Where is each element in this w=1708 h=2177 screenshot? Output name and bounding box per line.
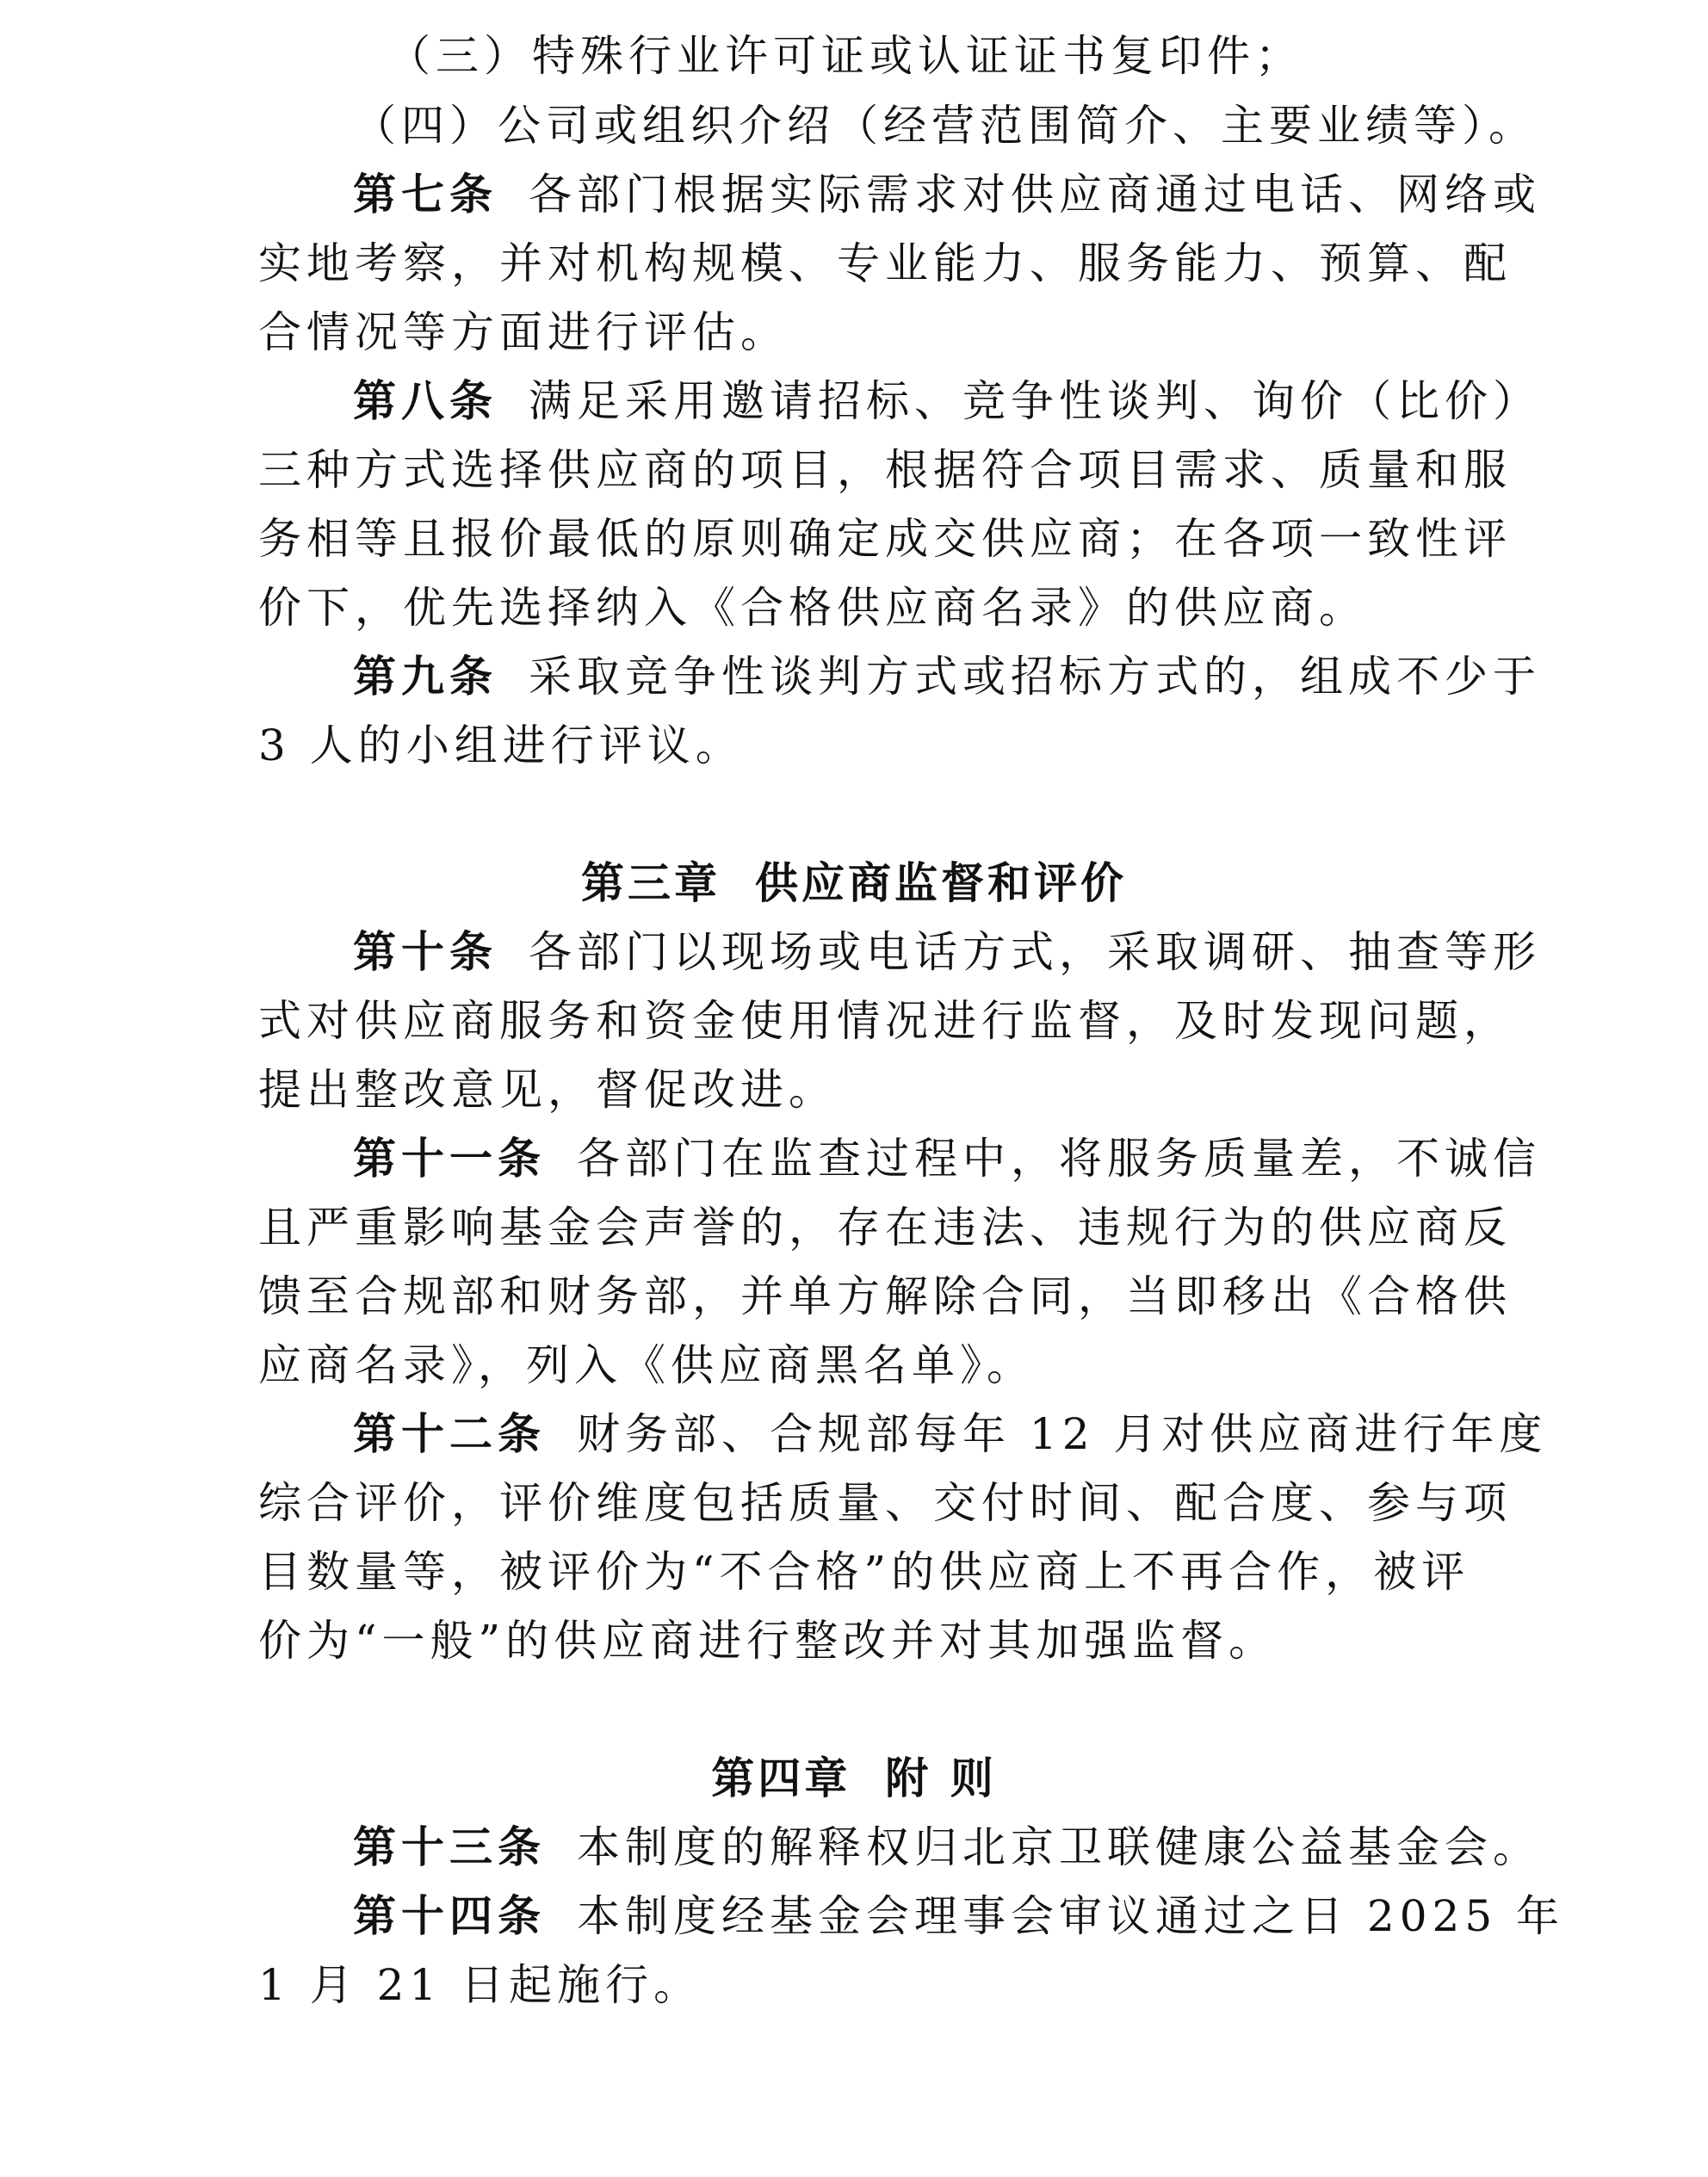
article-14-label: 第十四条 bbox=[353, 1890, 546, 1941]
article-11-text-1: 各部门在监查过程中，将服务质量差，不诚信 bbox=[577, 1134, 1541, 1184]
article-8-line-4: 价下，优先选择纳入《合格供应商名录》的供应商。 bbox=[258, 583, 1367, 633]
article-12-line-1 bbox=[353, 1400, 1558, 1469]
article-7-label: 第七条 bbox=[353, 169, 498, 220]
list-item-3: （三）特殊行业许可证或认证证书复印件； bbox=[387, 31, 1303, 81]
article-10-line-2: 式对供应商服务和资金使用情况进行监督，及时发现问题， bbox=[258, 996, 1512, 1046]
list-item-4: （四）公司或组织介绍（经营范围简介、主要业绩等）。 bbox=[353, 101, 1537, 151]
article-8-line-1 bbox=[353, 367, 1558, 436]
article-7-line-1 bbox=[353, 160, 1541, 229]
article-12-line-2: 综合评价，评价维度包括质量、交付时间、配合度、参与项 bbox=[258, 1478, 1512, 1528]
article-13-text-1: 本制度的解释权归北京卫联健康公益基金会。 bbox=[577, 1822, 1541, 1872]
article-7-text-1: 各部门根据实际需求对供应商通过电话、网络或 bbox=[529, 170, 1541, 220]
article-12-line-4: 价为“一般”的供应商进行整改并对其加强监督。 bbox=[258, 1616, 1278, 1666]
article-11-line-4: 应商名录》，列入《供应商黑名单》。 bbox=[258, 1340, 1035, 1390]
article-7-line-2: 实地考察，并对机构规模、专业能力、服务能力、预算、配 bbox=[258, 238, 1512, 288]
article-9-line-1 bbox=[353, 642, 1558, 711]
article-11-line-2: 且严重影响基金会声誉的，存在违法、违规行为的供应商反 bbox=[258, 1203, 1512, 1252]
chapter-4-heading bbox=[0, 1744, 1708, 1813]
article-11-label: 第十一条 bbox=[353, 1133, 546, 1184]
chapter-3-number: 第三章 bbox=[581, 857, 721, 908]
article-10-line-3: 提出整改意见，督促改进。 bbox=[258, 1065, 837, 1115]
chapter-3-heading bbox=[0, 849, 1708, 918]
chapter-4-number: 第四章 bbox=[711, 1753, 851, 1803]
article-7-line-3: 合情况等方面进行评估。 bbox=[258, 307, 789, 357]
article-10-line-1 bbox=[353, 918, 1558, 986]
article-9-line-2: 3 人的小组进行评议。 bbox=[258, 721, 744, 770]
article-14-line-2: 1 月 21 日起施行。 bbox=[258, 1960, 702, 2010]
article-9-text-1: 采取竞争性谈判方式或招标方式的，组成不少于 bbox=[529, 652, 1541, 702]
article-11-line-3: 馈至合规部和财务部，并单方解除合同，当即移出《合格供 bbox=[258, 1271, 1512, 1321]
article-8-label: 第八条 bbox=[353, 375, 498, 426]
article-13-label: 第十三条 bbox=[353, 1821, 546, 1872]
article-12-label: 第十二条 bbox=[353, 1408, 546, 1459]
article-11-line-1 bbox=[353, 1124, 1558, 1193]
article-10-label: 第十条 bbox=[353, 926, 498, 977]
article-9-label: 第九条 bbox=[353, 651, 498, 702]
article-8-line-3: 务相等且报价最低的原则确定成交供应商；在各项一致性评 bbox=[258, 514, 1512, 564]
article-10-text-1: 各部门以现场或电话方式，采取调研、抽查等形 bbox=[529, 927, 1541, 977]
chapter-3-title: 供应商监督和评价 bbox=[755, 857, 1127, 908]
article-12-text-1: 财务部、合规部每年 12 月对供应商进行年度 bbox=[577, 1409, 1548, 1459]
article-14-text-1: 本制度经基金会理事会审议通过之日 2025 年 bbox=[577, 1891, 1565, 1941]
article-12-line-3: 目数量等，被评价为“不合格”的供应商上不再合作，被评 bbox=[258, 1547, 1470, 1597]
article-14-line-1 bbox=[353, 1882, 1565, 1951]
article-13-line-1 bbox=[353, 1813, 1558, 1882]
article-8-text-1: 满足采用邀请招标、竞争性谈判、询价（比价） bbox=[529, 376, 1541, 426]
article-8-line-2: 三种方式选择供应商的项目，根据符合项目需求、质量和服 bbox=[258, 445, 1512, 495]
chapter-4-title: 附 则 bbox=[885, 1753, 997, 1803]
